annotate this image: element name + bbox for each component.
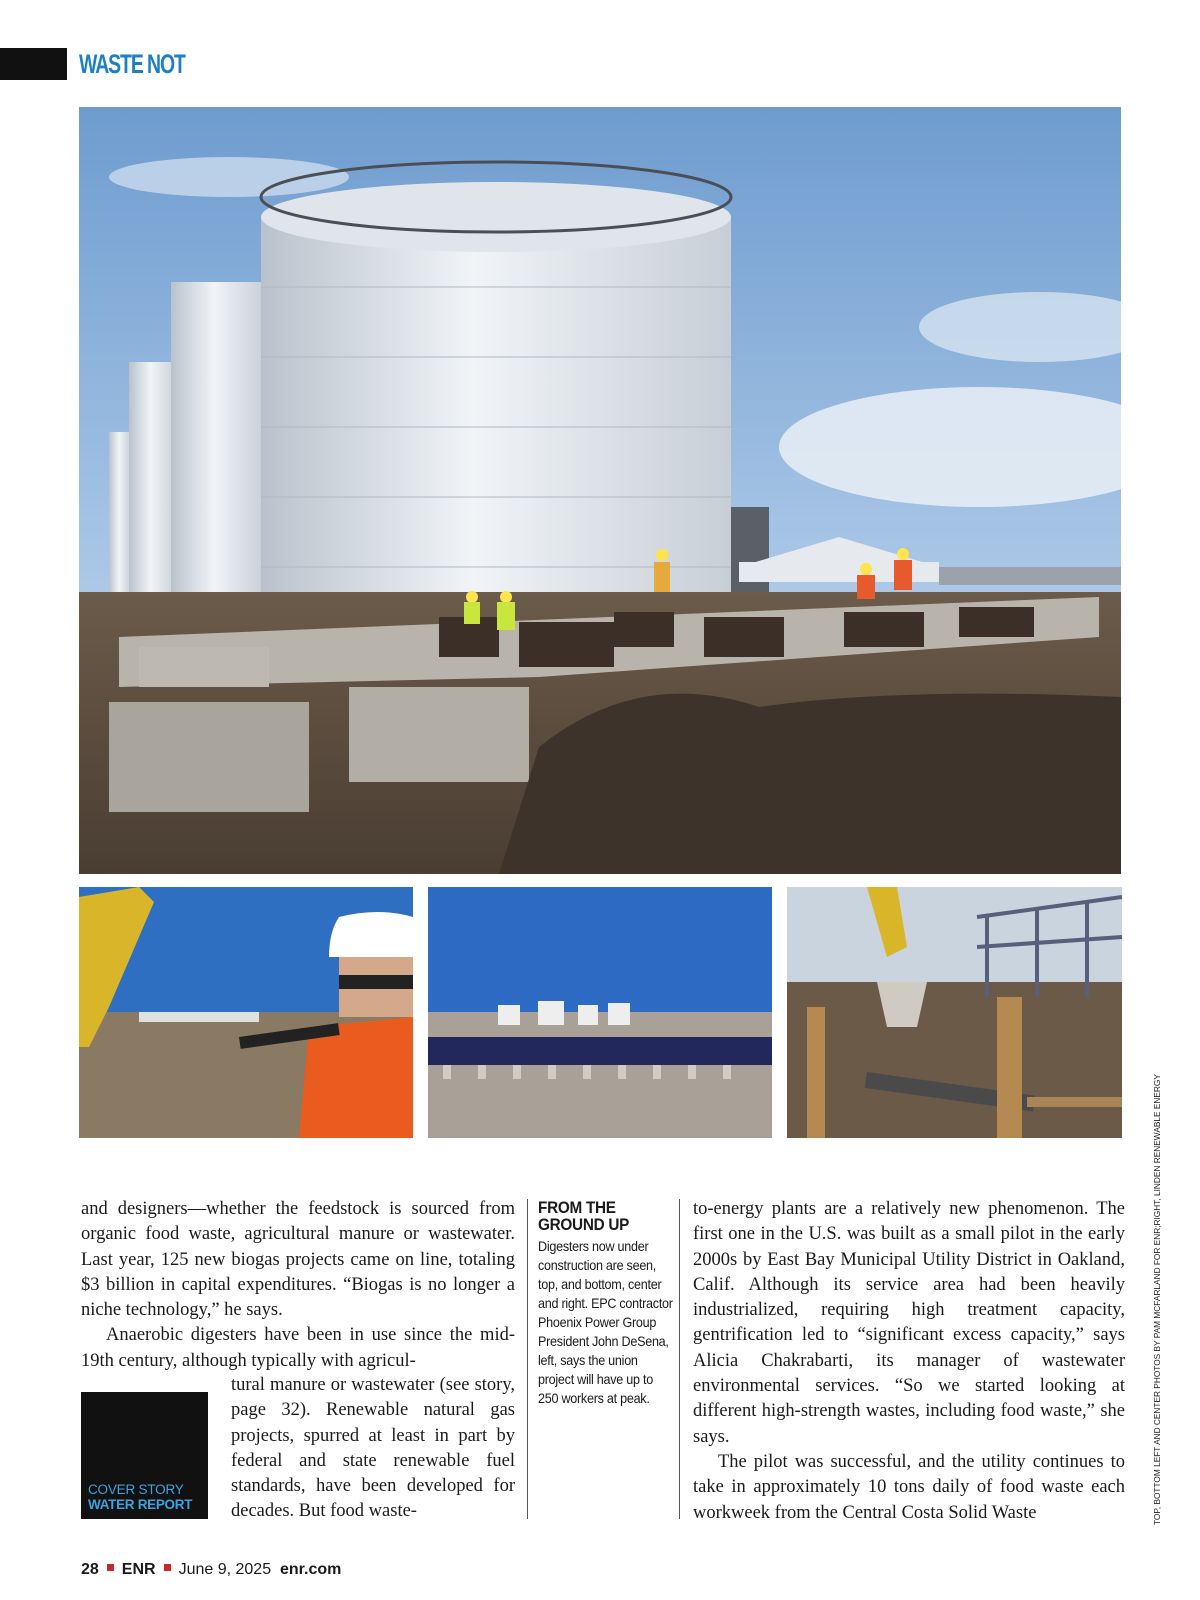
page-number: 28 — [81, 1561, 99, 1578]
article-paragraph: and designers—whether the feedstock is sourced from organic food waste, agricultural manure or wastewater. Last year, 125 new biogas projects came on line, totaling $3 billion in capital expenditures. “Biogas is no longer a niche technology,” he says. — [81, 1199, 515, 1321]
section-bar — [0, 48, 67, 80]
bottom-right-photo — [787, 887, 1122, 1138]
footer-site: enr.com — [280, 1561, 342, 1578]
water-report-label: WATER REPORT — [88, 1497, 193, 1512]
column-rule — [679, 1199, 680, 1519]
photo-caption — [538, 1199, 673, 1408]
separator-square — [164, 1564, 171, 1571]
caption-text: Digesters now under construction are seen, top, and bottom, center and right. EPC contractor Phoenix Power Group President John DeSena, left, says the union project will have up to 250 workers at peak. — [538, 1238, 673, 1406]
photo-credit: TOP, BOTTOM LEFT AND CENTER PHOTOS BY PAM MCFARLAND FOR ENR;RIGHT, LINDEN RENEWABLE ENERGY — [1152, 1074, 1162, 1525]
main-photo — [79, 107, 1121, 874]
footer-date: June 9, 2025 — [178, 1561, 272, 1578]
article-column-1-continued: tural manure or wastewater (see story, page 32). Renewable natural gas projects, spurred at least in part by federal and state renewable fuel standards, have been developed for decades. But food waste- — [231, 1375, 515, 1522]
cover-story-label: COVER STORY — [88, 1482, 184, 1497]
bottom-left-photo — [79, 887, 413, 1138]
article-paragraph: Anaerobic digesters have been in use since the mid-19th century, although typically with agricul- — [81, 1325, 515, 1371]
article-paragraph: to-energy plants are a relatively new phenomenon. The first one in the U.S. was built as a small pilot in the early 2000s by East Bay Municipal Utility District in Oakland, Calif. Although its service area had been heavily industrialized, requiring high treatment capacity, gentrification led to “significant excess capacity,” says Alicia Chakrabarti, its manager of wastewater environmental services. “So we started looking at different high-strength wastes, including food waste,” she says. — [693, 1199, 1125, 1447]
separator-square — [107, 1564, 114, 1571]
page-footer — [81, 1560, 341, 1580]
bottom-center-photo — [428, 887, 772, 1138]
section-label: WASTE NOT — [79, 49, 185, 79]
article-paragraph: The pilot was successful, and the utility continues to take in approximately 10 tons daily of food waste each workweek from the Central Costa Solid Waste — [693, 1451, 1125, 1523]
article-column-1 — [81, 1197, 515, 1374]
column-rule — [527, 1199, 528, 1519]
footer-brand: ENR — [121, 1561, 156, 1578]
caption-headline: FROM THE GROUND UP — [538, 1198, 630, 1234]
article-column-3 — [693, 1197, 1125, 1526]
